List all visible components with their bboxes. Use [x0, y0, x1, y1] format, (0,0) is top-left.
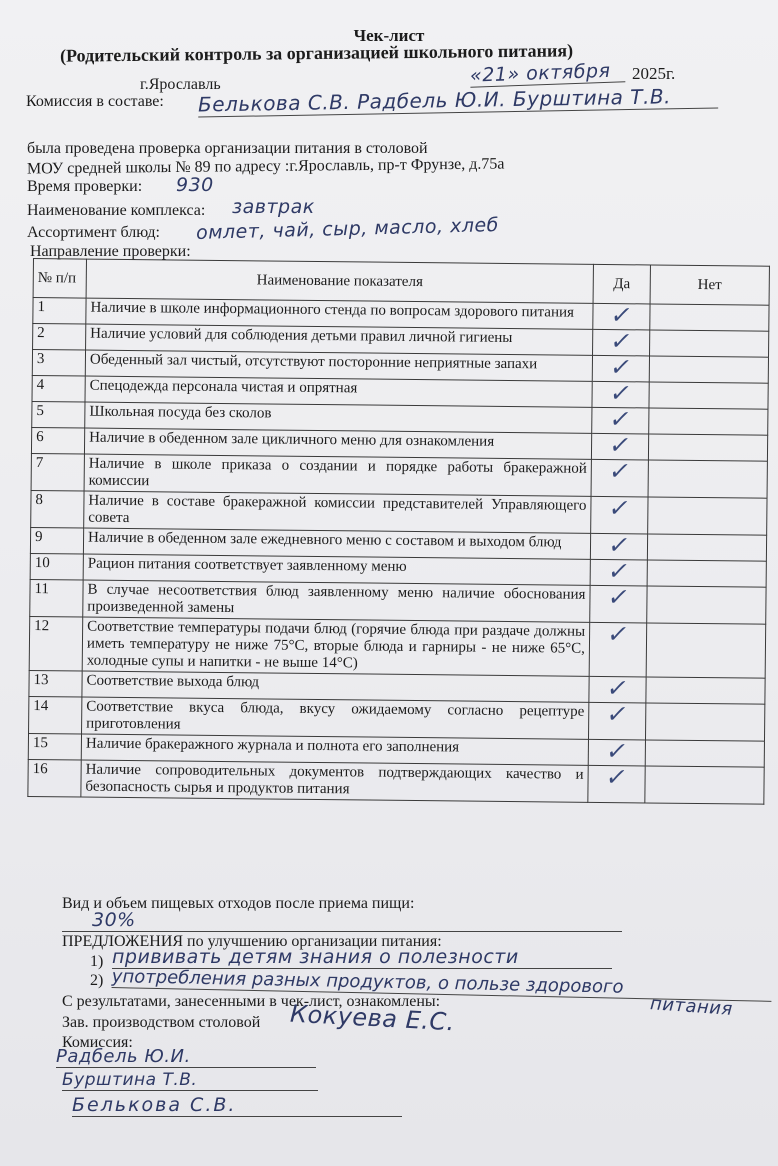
row-yes-cell: [593, 329, 650, 356]
row-yes-cell: [590, 585, 647, 623]
time-label: Время проверки:: [27, 178, 143, 195]
row-num: 3: [32, 350, 85, 377]
proposal-text-1: прививать детям знания о полезности: [112, 946, 612, 969]
assortment-value: омлет, чай, сыр, масло, хлеб: [195, 214, 500, 244]
row-yes-cell: [590, 533, 647, 560]
header-no: Нет: [650, 265, 769, 305]
acquainted-label: С результатами, занесенными в чек-лист, ознакомлены:: [62, 993, 441, 1010]
check-mark-icon: ✓: [604, 674, 631, 703]
header-name: Наименование показателя: [86, 259, 593, 303]
commission-members-handwritten: Белькова С.В. Радбель Ю.И. Бурштина Т.В.: [198, 83, 718, 117]
head-signature: Кокуева Е.С.: [289, 999, 456, 1037]
head-label: Зав. производством столовой: [62, 1014, 261, 1031]
check-mark-icon: ✓: [605, 531, 633, 560]
row-yes-cell: [591, 433, 648, 460]
row-yes-cell: [591, 496, 648, 534]
table-row: [28, 759, 764, 804]
proposals-label: ПРЕДЛОЖЕНИЯ по улучшению организации питания:: [62, 933, 442, 950]
check-mark-icon: ✓: [607, 405, 634, 434]
header-yes: Да: [593, 264, 650, 304]
row-text: Наличие условий для соблюдения детьми правил личной гигиены: [86, 324, 593, 355]
inspection-line-2: МОУ средней школы № 89 по адресу :г.Ярославль, пр-т Фрунзе, д.75а: [26, 155, 505, 178]
check-mark-icon: ✓: [605, 557, 632, 586]
row-no-cell: [645, 703, 764, 741]
row-no-cell: [646, 677, 765, 704]
row-no-cell: [647, 560, 766, 587]
row-num: 14: [29, 696, 82, 734]
checklist-table: [27, 258, 770, 805]
row-num: 11: [30, 579, 83, 617]
row-text: Наличие в школе приказа о создании и порядке работы бракеражной комиссии: [84, 454, 591, 496]
row-num: 13: [29, 670, 82, 697]
row-num: 10: [30, 553, 83, 580]
direction-label: Направление проверки:: [30, 243, 191, 260]
row-yes-cell: [589, 676, 646, 703]
check-mark-icon: ✓: [606, 431, 634, 460]
check-mark-icon: ✓: [603, 737, 631, 766]
table-row: [29, 616, 766, 678]
check-mark-icon: ✓: [608, 301, 635, 330]
check-mark-icon: ✓: [607, 327, 635, 356]
check-mark-icon: ✓: [606, 457, 633, 486]
row-text: Наличие в обеденном зале ежедневного меню с составом и выходом блюд: [83, 528, 590, 559]
check-mark-icon: ✓: [604, 700, 631, 729]
waste-value: 30%: [92, 909, 136, 931]
row-yes-cell: [592, 381, 649, 408]
waste-label: Вид и объем пищевых отходов после приема пищи:: [62, 895, 415, 912]
row-num: 12: [29, 616, 83, 671]
check-mark-icon: ✓: [607, 379, 634, 408]
row-yes-cell: [591, 459, 648, 497]
row-text: Наличие в школе информационного стенда по вопросам здорового питания: [86, 298, 593, 329]
complex-value: завтрак: [232, 196, 315, 218]
row-no-cell: [649, 408, 768, 435]
row-num: 9: [30, 527, 83, 554]
row-text: Школьная посуда без сколов: [85, 402, 592, 433]
check-mark-icon: ✓: [607, 353, 635, 382]
commission-label: Комиссия в составе:: [26, 93, 164, 110]
row-yes-cell: [588, 739, 645, 766]
row-no-cell: [650, 304, 769, 331]
row-num: 15: [28, 733, 81, 760]
row-yes-cell: [590, 559, 647, 586]
row-text: В случае несоответствия блюд заявленному меню наличие обоснования произведенной замены: [83, 580, 590, 622]
row-no-cell: [645, 766, 764, 804]
check-mark-icon: ✓: [606, 494, 633, 523]
row-num: 6: [31, 427, 84, 454]
check-mark-icon: ✓: [605, 583, 632, 612]
row-num: 8: [31, 490, 84, 528]
row-num: 5: [32, 401, 85, 428]
row-num: 7: [31, 453, 84, 491]
commission-signature-2: Бурштина Т.В.: [62, 1070, 318, 1091]
row-no-cell: [646, 623, 766, 678]
row-no-cell: [649, 382, 768, 409]
row-text: Рацион питания соответствует заявленному меню: [83, 554, 590, 585]
proposal-num-1: 1): [90, 953, 104, 970]
row-text: Наличие в обеденном зале цикличного меню для ознакомления: [84, 428, 591, 459]
row-yes-cell: [593, 303, 650, 330]
waste-underline: [62, 931, 622, 932]
row-text: Соответствие температуры подачи блюд (горячие блюда при раздаче должны иметь температуру не ниже 75°С, вторые блюда и гарниры - не ниже 65°С, холодные супы и напитки - не выше 14°С): [82, 617, 590, 676]
row-no-cell: [648, 460, 767, 498]
row-no-cell: [649, 356, 768, 383]
proposal-text-2: употребления разных продуктов, о пользе здорового: [112, 966, 772, 1002]
row-text: Наличие сопроводительных документов подтверждающих качество и безопасность сырья и продуктов питания: [81, 760, 588, 802]
row-num: 16: [28, 759, 81, 797]
row-no-cell: [645, 740, 764, 767]
header-num: № п/п: [33, 259, 86, 299]
check-mark-icon: ✓: [603, 763, 630, 792]
assortment-label: Ассортимент блюд:: [27, 224, 160, 241]
time-value: 930: [176, 174, 214, 196]
row-no-cell: [648, 434, 767, 461]
row-text: Соответствие выхода блюд: [82, 671, 589, 702]
row-num: 2: [33, 324, 86, 351]
year: 2025г.: [632, 64, 676, 83]
check-mark-icon: ✓: [604, 620, 632, 649]
row-num: 1: [33, 298, 86, 325]
commission-footer-label: Комиссия:: [62, 1034, 133, 1051]
row-text: Обеденный зал чистый, отсутствуют посторонние неприятные запахи: [85, 350, 592, 381]
inspection-line-1: была проведена проверка организации питания в столовой: [27, 140, 428, 157]
row-no-cell: [650, 330, 769, 357]
city: г.Ярославль: [140, 76, 221, 93]
complex-label: Наименование комплекса:: [27, 202, 206, 219]
row-no-cell: [648, 497, 767, 535]
row-yes-cell: [592, 407, 649, 434]
row-yes-cell: [589, 622, 647, 677]
row-yes-cell: [588, 702, 645, 740]
commission-signature-1: Радбель Ю.И.: [56, 1046, 316, 1068]
commission-signature-3: Белькова С.В.: [72, 1094, 402, 1117]
row-yes-cell: [592, 355, 649, 382]
row-text: Наличие в составе бракеражной комиссии представителей Управляющего совета: [84, 491, 591, 533]
proposal-continuation: питания: [649, 993, 734, 1020]
row-text: Спецодежда персонала чистая и опрятная: [85, 376, 592, 407]
row-num: 4: [32, 375, 85, 402]
row-text: Наличие бракеражного журнала и полнота его заполнения: [81, 734, 588, 765]
doc-subtitle: (Родительский контроль за организацией школьного питания): [59, 40, 574, 66]
proposal-num-2: 2): [90, 972, 104, 989]
row-yes-cell: [588, 765, 645, 803]
row-text: Соответствие вкуса блюда, вкусу ожидаемому согласно рецептуре приготовления: [82, 697, 589, 739]
row-no-cell: [647, 586, 766, 624]
date-handwritten: «21» октября: [470, 59, 626, 87]
doc-title: Чек-лист: [353, 26, 425, 45]
row-no-cell: [647, 534, 766, 561]
